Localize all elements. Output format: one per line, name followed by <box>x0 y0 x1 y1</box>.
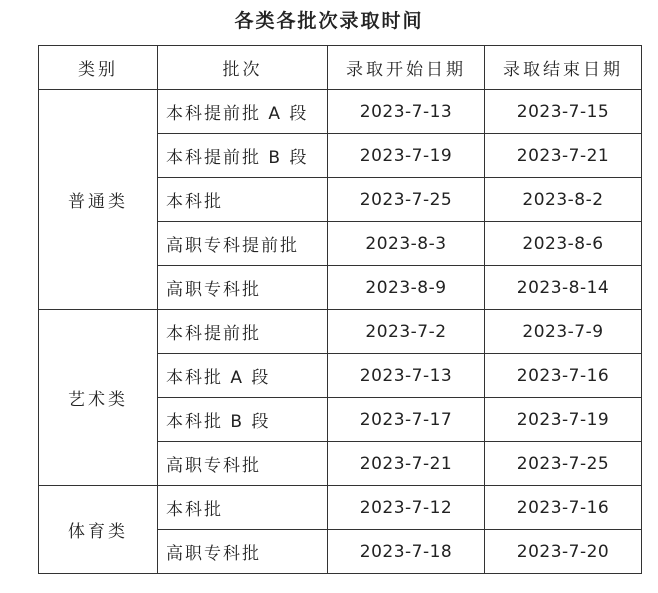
admission-schedule-table <box>38 45 642 574</box>
start-date-cell: 2023-7-12 <box>328 486 485 530</box>
batch-cell: 高职专科批 <box>158 266 328 310</box>
category-cell: 体育类 <box>39 486 158 574</box>
header-end-date: 录取结束日期 <box>485 46 642 90</box>
start-date-cell: 2023-7-19 <box>328 134 485 178</box>
table-row <box>39 310 642 354</box>
table-row <box>39 486 642 530</box>
header-start-date: 录取开始日期 <box>328 46 485 90</box>
category-cell: 艺术类 <box>39 310 158 486</box>
end-date-cell: 2023-7-15 <box>485 90 642 134</box>
end-date-cell: 2023-7-16 <box>485 354 642 398</box>
end-date-cell: 2023-7-19 <box>485 398 642 442</box>
end-date-cell: 2023-7-25 <box>485 442 642 486</box>
page-title: 各类各批次录取时间 <box>234 10 424 32</box>
batch-cell: 高职专科提前批 <box>158 222 328 266</box>
end-date-cell: 2023-8-6 <box>485 222 642 266</box>
end-date-cell: 2023-8-14 <box>485 266 642 310</box>
header-category: 类别 <box>39 46 158 90</box>
start-date-cell: 2023-7-25 <box>328 178 485 222</box>
category-cell: 普通类 <box>39 90 158 310</box>
batch-cell: 本科批 A 段 <box>158 354 328 398</box>
batch-cell: 本科批 <box>158 486 328 530</box>
end-date-cell: 2023-7-9 <box>485 310 642 354</box>
table-row <box>39 90 642 134</box>
start-date-cell: 2023-8-9 <box>328 266 485 310</box>
table-header-row <box>39 46 642 90</box>
batch-cell: 高职专科批 <box>158 530 328 574</box>
batch-cell: 高职专科批 <box>158 442 328 486</box>
start-date-cell: 2023-7-13 <box>328 90 485 134</box>
batch-cell: 本科提前批 <box>158 310 328 354</box>
end-date-cell: 2023-8-2 <box>485 178 642 222</box>
start-date-cell: 2023-8-3 <box>328 222 485 266</box>
batch-cell: 本科批 B 段 <box>158 398 328 442</box>
batch-cell: 本科提前批 B 段 <box>158 134 328 178</box>
start-date-cell: 2023-7-17 <box>328 398 485 442</box>
end-date-cell: 2023-7-21 <box>485 134 642 178</box>
start-date-cell: 2023-7-13 <box>328 354 485 398</box>
header-batch: 批次 <box>158 46 328 90</box>
batch-cell: 本科提前批 A 段 <box>158 90 328 134</box>
batch-cell: 本科批 <box>158 178 328 222</box>
start-date-cell: 2023-7-21 <box>328 442 485 486</box>
start-date-cell: 2023-7-18 <box>328 530 485 574</box>
end-date-cell: 2023-7-20 <box>485 530 642 574</box>
start-date-cell: 2023-7-2 <box>328 310 485 354</box>
end-date-cell: 2023-7-16 <box>485 486 642 530</box>
